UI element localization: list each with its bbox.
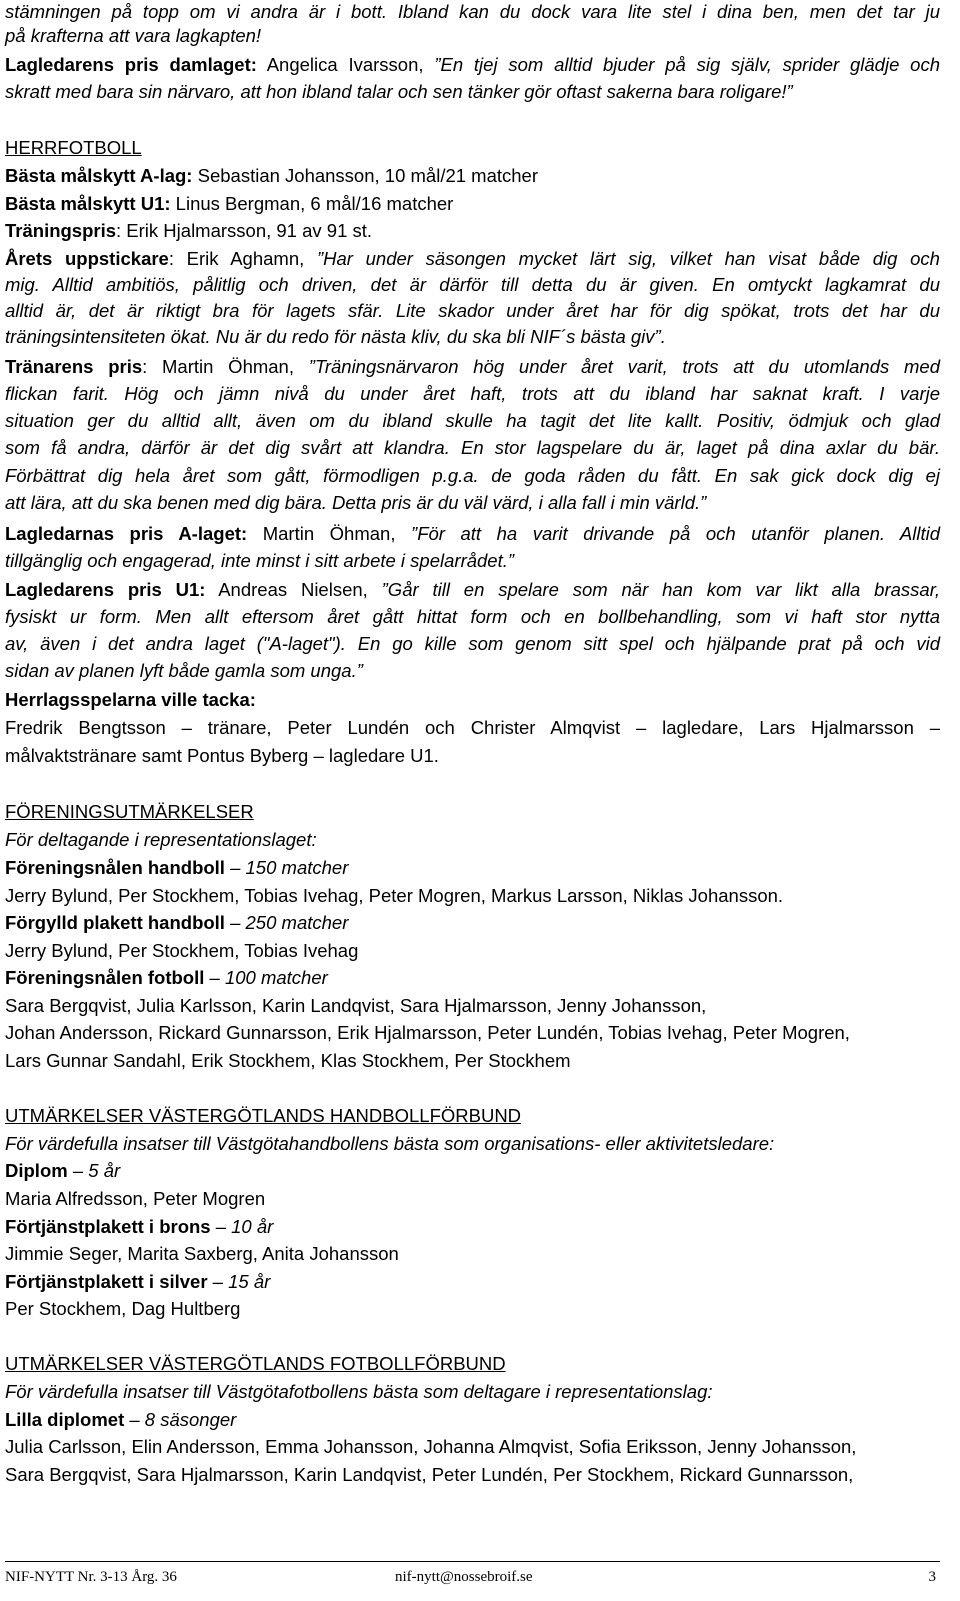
award-label: Förtjänstplakett i silver	[5, 1271, 208, 1292]
award-recipient: Andreas Nielsen,	[205, 579, 382, 600]
award-detail: – 150 matcher	[224, 857, 349, 878]
award-recipient: Martin Öhman,	[247, 523, 412, 544]
award-names: Julia Carlsson, Elin Andersson, Emma Johansson, Johanna Almqvist, Sofia Eriksson, Jenny Johansson,	[5, 1436, 857, 1457]
award-detail: – 15 år	[207, 1271, 271, 1292]
award-quote: mig. Alltid ambitiös, pålitlig och driven, det är därför till detta du är given. En omtyckt lagkamrat du	[5, 274, 940, 295]
award-quote: fysiskt ur form. Men allt eftersom året gått hittat form och en bollbehandling, som vi haft stor nytta	[5, 606, 940, 627]
thanks-label: Herrlagsspelarna ville tacka:	[5, 689, 256, 710]
award-title	[5, 911, 348, 935]
award-dam	[5, 53, 940, 77]
award-title	[5, 1215, 273, 1239]
award-names: Lars Gunnar Sandahl, Erik Stockhem, Klas Stockhem, Per Stockhem	[5, 1050, 571, 1071]
award-detail: – 10 år	[210, 1216, 274, 1237]
award-names: Jerry Bylund, Per Stockhem, Tobias Ivehag	[5, 940, 359, 961]
award-detail: – 5 år	[67, 1160, 121, 1181]
award-label: Lilla diplomet	[5, 1409, 125, 1430]
award-title	[5, 1408, 236, 1432]
award-names: Sara Bergqvist, Sara Hjalmarsson, Karin Landqvist, Peter Lundén, Per Stockhem, Rickard Gunnarsson,	[5, 1464, 854, 1485]
award-label: Träningspris	[5, 220, 117, 241]
section-subtitle: För deltagande i representationslaget:	[5, 829, 317, 850]
award-label: Årets uppstickare	[5, 248, 169, 269]
award-label: Lagledarens pris U1:	[5, 579, 206, 600]
section-heading: UTMÄRKELSER VÄSTERGÖTLANDS FOTBOLLFÖRBUND	[5, 1353, 506, 1374]
award-label: Förgylld plakett handboll	[5, 912, 225, 933]
footer-issue: NIF-NYTT Nr. 3-13 Årg. 36	[5, 1569, 177, 1585]
award-detail: – 250 matcher	[224, 912, 349, 933]
award-quote: ”För att ha varit drivande på och utanför planen. Alltid	[411, 523, 940, 544]
thanks-text: Fredrik Bengtsson – tränare, Peter Lundén och Christer Almqvist – lagledare, Lars Hjalmarsson –	[5, 717, 940, 738]
award-names: Jerry Bylund, Per Stockhem, Tobias Ivehag, Peter Mogren, Markus Larsson, Niklas Johansson.	[5, 885, 784, 906]
page-footer	[5, 1569, 940, 1593]
award-quote: alltid är, det är riktigt bra för lagets sfär. Lite skador under året har för dig spökat, trots det har du	[5, 300, 940, 321]
page-number: 3	[928, 1569, 936, 1585]
award-training	[5, 219, 372, 243]
award-quote: träningsintensiteten ökat. Nu är du redo för nästa kliv, du ska bli NIF´s bästa giv”.	[5, 326, 666, 347]
award-detail: – 8 säsonger	[124, 1409, 237, 1430]
award-quote: som få andra, därför är det dig svårt att klandra. En stor lagspelare du är, laget på dina axlar du bär.	[5, 437, 940, 458]
award-label: Föreningsnålen handboll	[5, 857, 225, 878]
intro-line: stämningen på topp om vi andra är i bott. Ibland kan du dock vara lite stel i dina ben, men det tar ju	[5, 1, 940, 22]
award-names: Sara Bergqvist, Julia Karlsson, Karin Landqvist, Sara Hjalmarsson, Jenny Johansson,	[5, 995, 707, 1016]
award-quote: ”En tjej som alltid bjuder på sig själv, sprider glädje och	[434, 54, 940, 75]
award-quote: sidan av planen lyft både gamla som unga.”	[5, 660, 363, 681]
award-recipient: Angelica Ivarsson,	[256, 54, 435, 75]
footer-email: nif-nytt@nossebroif.se	[395, 1569, 533, 1585]
award-label: Lagledarnas pris A-laget:	[5, 523, 248, 544]
award-quote: ”Går till en spelare som när han kom var likt alla brassar,	[381, 579, 940, 600]
award-label: Lagledarens pris damlaget:	[5, 54, 257, 75]
section-subtitle: För värdefulla insatser till Västgötahandbollens bästa som organisations- eller aktivitetsledare:	[5, 1133, 775, 1154]
award-scorer-u1	[5, 192, 453, 216]
award-recipient: : Erik Aghamn,	[168, 248, 317, 269]
award-value: Linus Bergman, 6 mål/16 matcher	[170, 193, 454, 214]
award-value: : Erik Hjalmarsson, 91 av 91 st.	[116, 220, 373, 241]
award-quote: flickan farit. Hög och jämn nivå du under året haft, trots att du ibland har saknat kraft. I varje	[5, 383, 940, 404]
section-heading: HERRFOTBOLL	[5, 137, 142, 158]
award-names: Per Stockhem, Dag Hultberg	[5, 1298, 241, 1319]
award-label: Tränarens pris	[5, 356, 143, 377]
award-label: Förtjänstplakett i brons	[5, 1216, 211, 1237]
award-label: Föreningsnålen fotboll	[5, 967, 205, 988]
award-lead-a	[5, 522, 940, 546]
award-value: Sebastian Johansson, 10 mål/21 matcher	[192, 165, 539, 186]
award-scorer-a	[5, 164, 538, 188]
award-recipient: : Martin Öhman,	[142, 356, 309, 377]
award-names: Johan Andersson, Rickard Gunnarsson, Erik Hjalmarsson, Peter Lundén, Tobias Ivehag, Peter Mogren,	[5, 1022, 850, 1043]
award-quote: ”Har under säsongen mycket lärt sig, vilket han visat både dig och	[316, 248, 940, 269]
award-lead-u1	[5, 578, 940, 602]
section-subtitle: För värdefulla insatser till Västgötafotbollens bästa som deltagare i representationslag:	[5, 1381, 713, 1402]
award-names: Jimmie Seger, Marita Saxberg, Anita Johansson	[5, 1243, 399, 1264]
award-riser	[5, 247, 940, 271]
award-names: Maria Alfredsson, Peter Mogren	[5, 1188, 266, 1209]
award-quote: Förbättrat dig hela året som gått, förmodligen p.g.a. de goda råden du fått. En sak gick dock dig ej	[5, 465, 940, 486]
award-label: Bästa målskytt U1:	[5, 193, 171, 214]
award-label: Bästa målskytt A-lag:	[5, 165, 193, 186]
award-quote: tillgänglig och engagerad, inte minst i sitt arbete i spelarrådet.”	[5, 550, 515, 571]
award-label: Diplom	[5, 1160, 68, 1181]
intro-line: på krafterna att vara lagkapten!	[5, 25, 262, 46]
award-quote: av, även i det andra laget ("A-laget"). En go kille som genom sitt spel och hjälpande prat på och vid	[5, 633, 940, 654]
award-quote: skratt med bara sin närvaro, att hon ibland talar och sen tänker gör oftast sakerna bara roligare!”	[5, 81, 793, 102]
award-quote: att lära, att du ska benen med dig bära. Detta pris är du väl värd, i alla fall i min värld.”	[5, 492, 707, 513]
award-title	[5, 1270, 270, 1294]
section-heading: FÖRENINGSUTMÄRKELSER	[5, 801, 254, 822]
award-title	[5, 1159, 120, 1183]
footer-divider	[5, 1561, 940, 1562]
section-heading: UTMÄRKELSER VÄSTERGÖTLANDS HANDBOLLFÖRBUND	[5, 1105, 522, 1126]
award-title	[5, 966, 328, 990]
award-quote: situation ger du alltid allt, även om du ibland skulle ha tagit det lite kallt. Positiv, ödmjuk och glad	[5, 410, 940, 431]
award-title	[5, 856, 348, 880]
thanks-text: målvaktstränare samt Pontus Byberg – lagledare U1.	[5, 745, 439, 766]
award-coach	[5, 355, 940, 379]
award-quote: ”Träningsnärvaron hög under året varit, trots att du utomlands med	[308, 356, 940, 377]
award-detail: – 100 matcher	[204, 967, 328, 988]
